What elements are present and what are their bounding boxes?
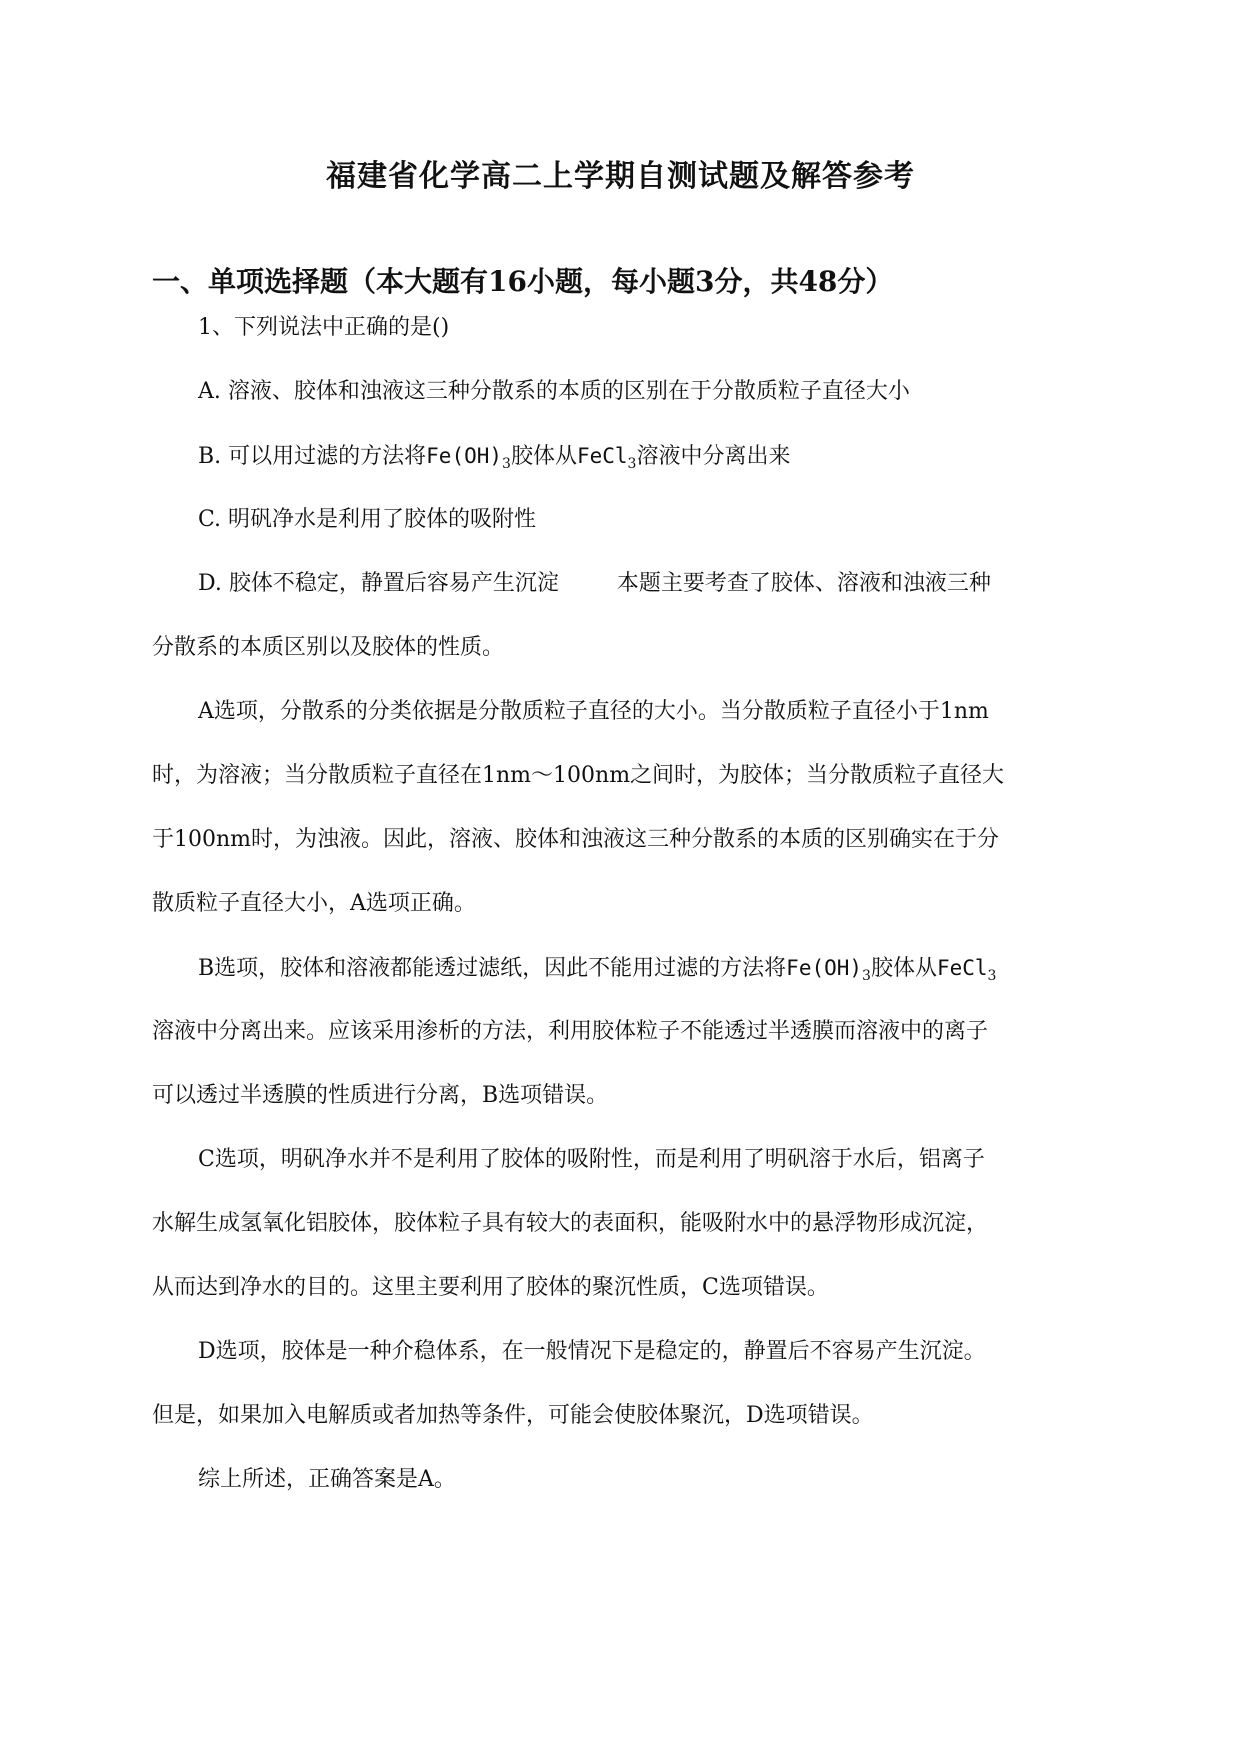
option-b-text-post: 溶液中分离出来 [636,444,791,469]
analysis-b-text-mid: 胶体从 [870,956,937,981]
analysis-intro: 本题主要考查了胶体、溶液和浊液三种 [616,571,991,596]
document-title: 福建省化学高二上学期自测试题及解答参考 [326,159,915,194]
analysis-a-line-4: 散质粒子直径大小，A选项正确。 [152,891,476,916]
analysis-d-line-2: 但是，如果加入电解质或者加热等条件，可能会使胶体聚沉，D选项错误。 [152,1403,874,1428]
formula-fe-oh-3: Fe(OH) [426,444,503,468]
option-d: D. 胶体不稳定，静置后容易产生沉淀 [198,571,559,596]
option-c: C. 明矾净水是利用了胶体的吸附性 [198,507,537,532]
analysis-b-line-1 [152,936,1092,1000]
analysis-c-line-2: 水解生成氢氧化铝胶体，胶体粒子具有较大的表面积，能吸附水中的悬浮物形成沉淀， [152,1211,989,1236]
analysis-b-line-2: 溶液中分离出来。应该采用渗析的方法，利用胶体粒子不能透过半透膜而溶液中的离子 [152,1019,989,1044]
formula-subscript: 3 [627,456,637,472]
formula-subscript: 3 [502,456,511,472]
option-d-line [152,552,1092,616]
analysis-c-line-3: 从而达到净水的目的。这里主要利用了胶体的聚沉性质，C选项错误。 [152,1275,829,1300]
section-heading: 一、单项选择题（本大题有16小题，每小题3分，共48分） [152,265,894,298]
analysis-c-line-1: C选项，明矾净水并不是利用了胶体的吸附性，而是利用了明矾溶于水后，铝离子 [198,1147,985,1172]
analysis-a-line-2: 时，为溶液；当分散质粒子直径在1nm～100nm之间时，为胶体；当分散质粒子直径大 [152,763,1005,788]
conclusion: 综上所述，正确答案是A。 [198,1467,456,1492]
formula-subscript: 3 [862,968,871,984]
analysis-intro-cont: 分散系的本质区别以及胶体的性质。 [152,635,505,660]
option-b-text-pre: B. 可以用过滤的方法将 [198,444,427,469]
option-a: A. 溶液、胶体和浊液这三种分散系的本质的区别在于分散质粒子直径大小 [198,379,910,404]
analysis-d-line-1: D选项，胶体是一种介稳体系，在一般情况下是稳定的，静置后不容易产生沉淀。 [198,1339,986,1364]
question-block [152,296,1092,1512]
formula-subscript: 3 [987,968,997,984]
analysis-b-line-3: 可以透过半透膜的性质进行分离，B选项错误。 [152,1083,609,1108]
option-b-text-mid: 胶体从 [510,444,577,469]
analysis-a-line-1: A选项，分散系的分类依据是分散质粒子直径的大小。当分散质粒子直径小于1nm [198,699,989,724]
formula-fecl-3: FeCl [576,444,628,468]
formula-fe-oh-3: Fe(OH) [786,956,863,980]
analysis-a-line-3: 于100nm时，为浊液。因此，溶液、胶体和浊液这三种分散系的本质的区别确实在于分 [152,827,1000,852]
formula-fecl-3: FeCl [936,956,988,980]
question-stem: 1、下列说法中正确的是() [198,315,450,340]
analysis-b-text-pre: B选项，胶体和溶液都能透过滤纸，因此不能用过滤的方法将 [198,956,787,981]
option-b [152,424,1092,488]
